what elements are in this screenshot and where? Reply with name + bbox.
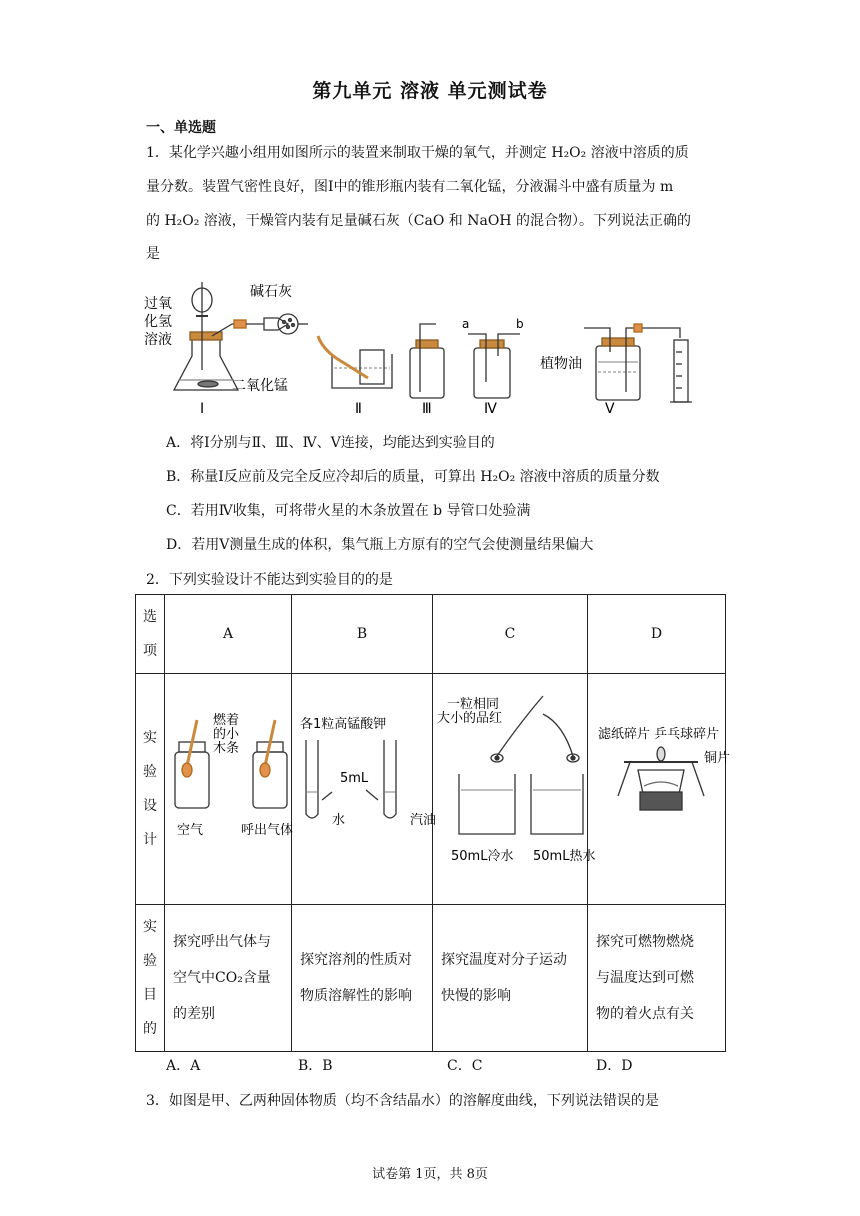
- label-V: Ⅴ: [605, 401, 615, 417]
- figure-d: [588, 674, 731, 900]
- design-cell-c: [433, 674, 596, 905]
- col-header-b: B: [292, 595, 433, 674]
- label-b: b: [516, 317, 524, 331]
- svg-text:5mL: 5mL: [340, 771, 369, 786]
- svg-text:一粒相同: 一粒相同: [447, 697, 500, 712]
- q2-table: [135, 594, 731, 1052]
- design-cell-d: [588, 674, 731, 905]
- label-a: a: [462, 317, 470, 331]
- col-header-a: A: [165, 595, 292, 674]
- svg-text:50mL热水: 50mL热水: [533, 849, 596, 864]
- q2-answer-b[interactable]: B．B: [298, 1058, 333, 1074]
- q1-line-4: 是: [146, 246, 160, 262]
- design-cell-b: [292, 674, 437, 905]
- apparatus-II: [318, 336, 392, 388]
- q2-answer-c[interactable]: C．C: [447, 1058, 483, 1074]
- label-I: Ⅰ: [200, 401, 205, 417]
- apparatus-IV: [468, 334, 520, 398]
- svg-text:铜片: 铜片: [704, 751, 731, 766]
- label-oil: 植物油: [540, 356, 582, 372]
- label-h2o2-2: 化氢: [144, 314, 172, 330]
- label-mno2: 二氧化锰: [232, 378, 288, 394]
- figure-a: [165, 674, 294, 900]
- q1-line-1: 1．某化学兴趣小组用如图所示的装置来制取干燥的氧气，并测定 H₂O₂ 溶液中溶质的质: [146, 145, 689, 161]
- figure-c: [433, 674, 596, 900]
- q3-stem: 3．如图是甲、乙两种固体物质（均不含结晶水）的溶解度曲线，下列说法错误的是: [146, 1093, 659, 1109]
- svg-text:空气: 空气: [177, 823, 204, 838]
- svg-text:水: 水: [332, 813, 346, 828]
- q2-stem: 2．下列实验设计不能达到实验目的的是: [146, 572, 393, 588]
- purpose-cell-d: 探究可燃物燃烧 与温度达到可燃 物的着火点有关: [588, 905, 726, 1052]
- purpose-cell-b: 探究溶剂的性质对 物质溶解性的影响: [292, 905, 433, 1052]
- apparatus-III: [410, 324, 444, 398]
- svg-text:的小: 的小: [213, 727, 240, 742]
- label-III: Ⅲ: [422, 401, 432, 417]
- svg-text:木条: 木条: [213, 741, 240, 756]
- col-header-c: C: [433, 595, 588, 674]
- design-label: 实 验 设 计: [136, 674, 165, 905]
- page-footer: 试卷第 1页，共 8页: [372, 1167, 488, 1182]
- label-h2o2-3: 溶液: [144, 332, 172, 348]
- label-II: Ⅱ: [355, 401, 362, 417]
- svg-text:燃着: 燃着: [213, 713, 240, 728]
- apparatus-V: [584, 324, 692, 402]
- svg-text:大小的品红: 大小的品红: [437, 711, 503, 726]
- svg-text:滤纸碎片 乒乓球碎片: 滤纸碎片 乒乓球碎片: [598, 727, 720, 742]
- label-sodalime: 碱石灰: [250, 284, 292, 300]
- svg-text:汽油: 汽油: [410, 813, 437, 828]
- label-IV: Ⅳ: [484, 401, 497, 417]
- q1-option-c[interactable]: C．若用Ⅳ收集，可将带火星的木条放置在 b 导管口处验满: [166, 503, 531, 519]
- svg-text:50mL冷水: 50mL冷水: [451, 849, 514, 864]
- header-option-label: 选 项: [136, 595, 165, 674]
- purpose-label: 实 验 目 的: [136, 905, 165, 1052]
- q1-apparatus-figure: [140, 272, 700, 420]
- q1-option-b[interactable]: B．称量Ⅰ反应前及完全反应冷却后的质量，可算出 H₂O₂ 溶液中溶质的质量分数: [166, 469, 660, 485]
- page-title: 第九单元 溶液 单元测试卷: [312, 80, 548, 102]
- q2-answer-d[interactable]: D．D: [596, 1058, 633, 1074]
- purpose-cell-a: 探究呼出气体与 空气中CO₂含量 的差别: [165, 905, 292, 1052]
- q2-answer-a[interactable]: A．A: [166, 1058, 201, 1074]
- q1-option-a[interactable]: A．将Ⅰ分别与Ⅱ、Ⅲ、Ⅳ、Ⅴ连接，均能达到实验目的: [166, 435, 495, 451]
- q1-line-2: 量分数。装置气密性良好，图Ⅰ中的锥形瓶内装有二氧化锰，分液漏斗中盛有质量为 m: [146, 179, 674, 195]
- figure-b: [292, 674, 437, 900]
- q1-line-3: 的 H₂O₂ 溶液，干燥管内装有足量碱石灰（CaO 和 NaOH 的混合物）。下列说法正确的: [146, 213, 691, 229]
- purpose-cell-c: 探究温度对分子运动 快慢的影响: [433, 905, 588, 1052]
- svg-text:各1粒高锰酸钾: 各1粒高锰酸钾: [300, 717, 387, 732]
- design-cell-a: [165, 674, 292, 905]
- svg-text:呼出气体: 呼出气体: [241, 823, 294, 838]
- q1-option-d[interactable]: D．若用Ⅴ测量生成的体积，集气瓶上方原有的空气会使测量结果偏大: [166, 537, 594, 553]
- col-header-d: D: [588, 595, 726, 674]
- section-heading: 一、单选题: [146, 120, 216, 136]
- label-h2o2-1: 过氧: [144, 296, 172, 312]
